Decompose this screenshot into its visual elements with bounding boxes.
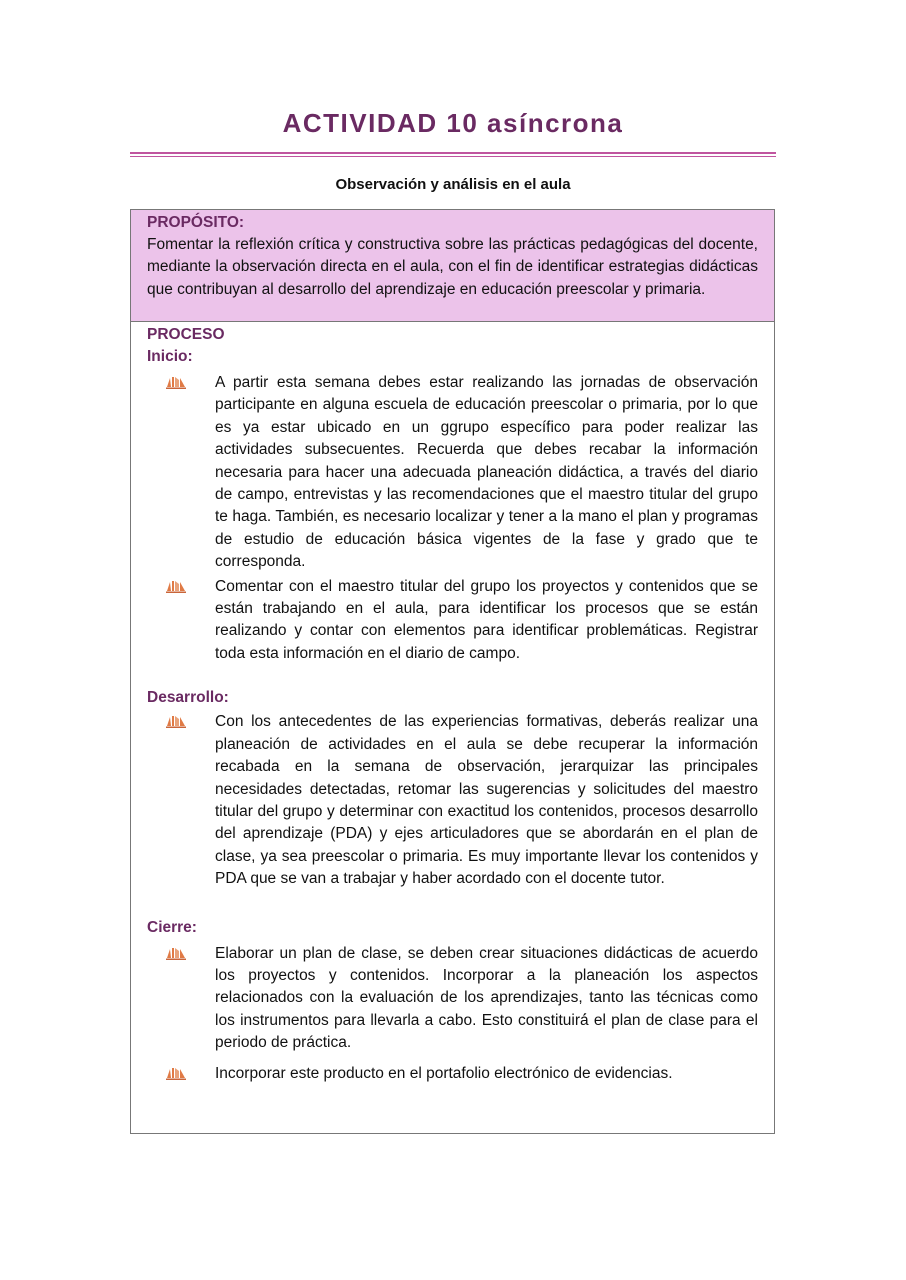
activity-box xyxy=(130,209,775,1134)
book-bullet-icon xyxy=(147,576,215,598)
title-underline-thin xyxy=(130,156,776,157)
inicio-heading: Inicio: xyxy=(147,348,193,365)
purpose-heading: PROPÓSITO: xyxy=(147,214,245,231)
cierre-heading: Cierre: xyxy=(147,918,197,936)
process-heading: PROCESO xyxy=(147,326,225,343)
process-section xyxy=(131,322,774,1085)
book-bullet-icon xyxy=(147,372,215,394)
inicio-item-1: A partir esta semana debes estar realizando las jornadas de observación participante en alguna escuela de educación preescolar o primaria, por lo que es ya estar ubicado en un ggrupo específico para poder realizar las actividades subsecuentes. Recuerda que debes recabar la información necesaria para hacer una adecuada planeación didáctica, a través del diario de campo, entrevistas y las recomendaciones que el maestro titular del grupo te haga. También, es necesario localizar y tener a la mano el plan y programas de estudio de educación básica vigentes de la fase y grado que te corresponda. xyxy=(215,374,758,571)
desarrollo-heading: Desarrollo: xyxy=(147,689,229,707)
page-subtitle: Observación y análisis en el aula xyxy=(335,176,571,193)
cierre-item-2: Incorporar este producto en el portafolio electrónico de evidencias. xyxy=(215,1064,673,1082)
purpose-section xyxy=(131,210,774,322)
list-item xyxy=(147,372,758,574)
list-item xyxy=(147,711,758,890)
book-bullet-icon xyxy=(147,943,215,965)
page-title: ACTIVIDAD 10 asíncrona xyxy=(282,108,624,138)
list-item xyxy=(147,576,758,666)
title-underline xyxy=(130,152,776,154)
list-item xyxy=(147,943,758,1055)
book-bullet-icon xyxy=(147,1063,215,1085)
list-item xyxy=(147,1063,758,1085)
book-bullet-icon xyxy=(147,711,215,733)
purpose-text: Fomentar la reflexión crítica y constructiva sobre las prácticas pedagógicas del docente, mediante la observación directa en el aula, con el fin de identificar estrategias didácticas que contribuyan al desarrollo del aprendizaje en educación preescolar y primaria. xyxy=(147,236,758,298)
inicio-item-2: Comentar con el maestro titular del grupo los proyectos y contenidos que se están trabajando en el aula, para identificar los procesos que se están realizando y contar con elementos para identificar problemáticas. Registrar toda esta información en el diario de campo. xyxy=(215,577,758,662)
desarrollo-item-1: Con los antecedentes de las experiencias formativas, deberás realizar una planeación de actividades en el aula se debe recuperar la información recabada en la semana de observación, jerarquizar las principales necesidades detectadas, retomar las sugerencias y solicitudes del maestro titular del grupo y determinar con exactitud los contenidos, procesos desarrollo del aprendizaje (PDA) y ejes articuladores que se abordarán en el plan de clase, ya sea preescolar o primaria. Es muy importante llevar los contenidos y PDA que se van a trabajar y haber acordado con el docente tutor. xyxy=(215,713,758,888)
cierre-item-1: Elaborar un plan de clase, se deben crear situaciones didácticas de acuerdo los proyectos y contenidos. Incorporar a la planeación los aspectos relacionados con la evaluación de los aprendizajes, tanto las técnicas como los instrumentos para llevarla a cabo. Esto constituirá́ el plan de clase para el periodo de práctica. xyxy=(215,944,758,1052)
